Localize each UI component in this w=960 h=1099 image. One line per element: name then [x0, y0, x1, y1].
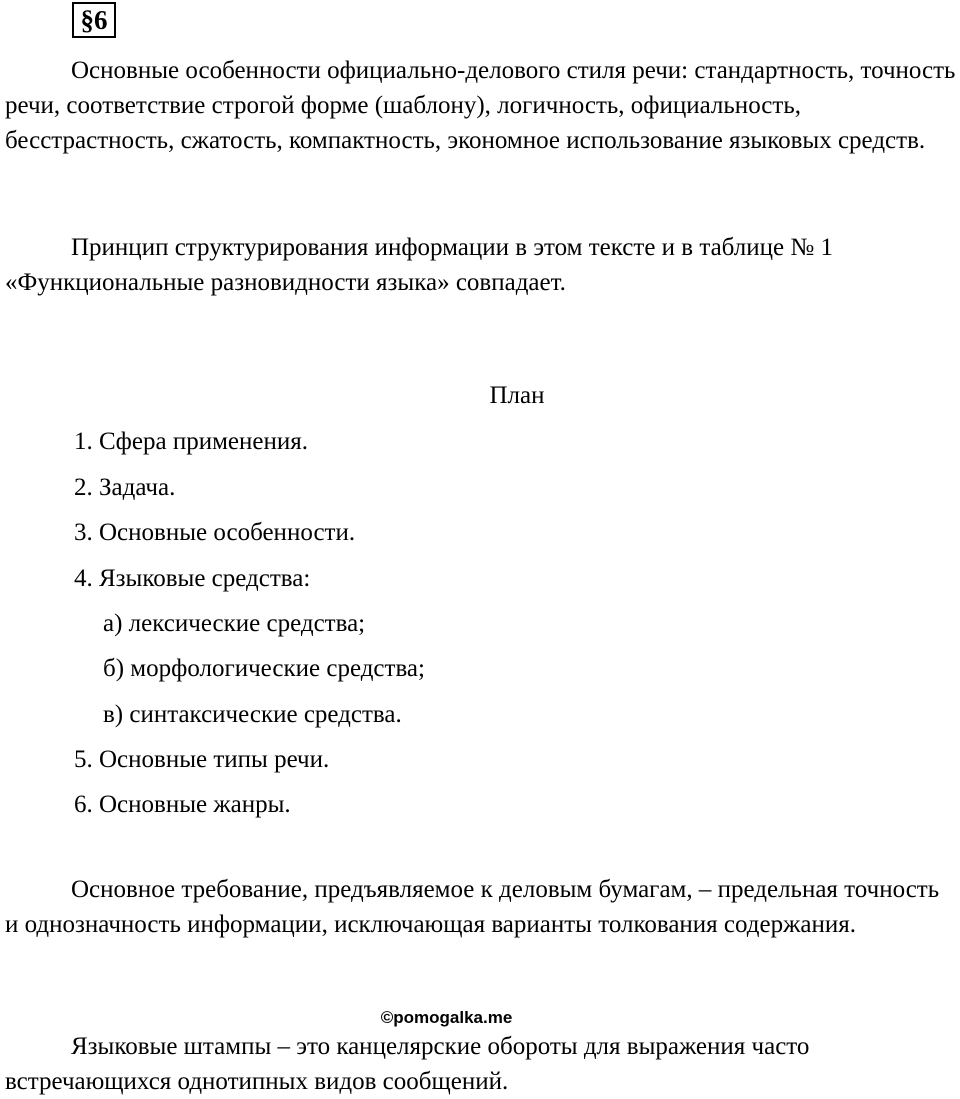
plan-item-task: 2. Задача.: [74, 474, 176, 501]
paragraph-business-requirement: Основное требование, предъявляемое к деловым бумагам, – предельная точность и однозначность информации, исключающая варианты толкования содержания.: [5, 876, 940, 938]
plan-item-features: 3. Основные особенности.: [74, 519, 356, 546]
paragraph-style-features: Основные особенности официально-делового стиля речи: стандартность, точность речи, соответствие строгой форме (шаблону), логичность, официальность, бесстрастность, сжатость, компактность, экономное использование языковых средств.: [5, 57, 956, 154]
plan-item-scope: 1. Сфера применения.: [74, 428, 308, 455]
paragraph-language-stamps: Языковые штампы – это канцелярские обороты для выражения часто встречающихся однотипных видов сообщений.: [5, 1033, 810, 1095]
plan-title: План: [489, 382, 545, 409]
plan-subitem-syntactic: в) синтаксические средства.: [103, 701, 402, 728]
plan-subitem-lexical: а) лексические средства;: [103, 610, 366, 637]
watermark-text: ©pomogalka.me: [380, 1008, 513, 1027]
plan-item-speech-types: 5. Основные типы речи.: [74, 746, 330, 773]
plan-item-language-means: 4. Языковые средства:: [74, 565, 311, 592]
plan-item-genres: 6. Основные жанры.: [74, 791, 291, 818]
plan-subitem-morphological: б) морфологические средства;: [103, 655, 425, 682]
section-number-box: §6: [72, 2, 116, 38]
paragraph-structuring-principle: Принцип структурирования информации в этом тексте и в таблице № 1 «Функциональные разновидности языка» совпадает.: [5, 234, 833, 296]
